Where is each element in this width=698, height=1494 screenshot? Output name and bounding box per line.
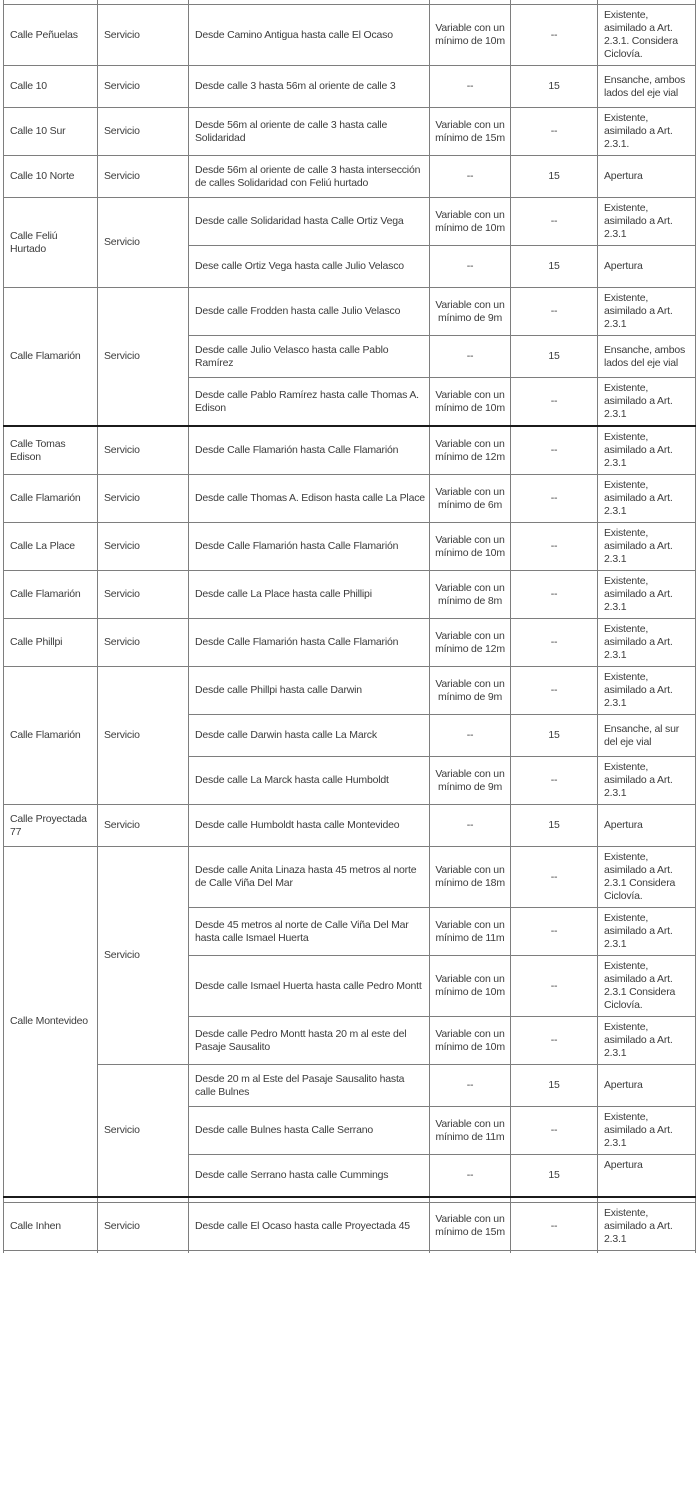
table-row — [4, 5, 696, 66]
width-cell: Variable con un mínimo de 9m — [430, 288, 511, 336]
observation-cell: Existente, asimilado a Art. 2.3.1 — [598, 475, 696, 523]
street-name-cell: Calle Inhen — [4, 1202, 98, 1250]
segment-cell: Desde calle La Place hasta calle Phillipi — [189, 571, 430, 619]
width-cell: -- — [430, 336, 511, 378]
observation-cell: Apertura — [598, 805, 696, 847]
segment-cell: Desde calle La Marck hasta calle Humboldt — [189, 757, 430, 805]
segment-cell: Desde calle Thomas A. Edison hasta calle La Place — [189, 475, 430, 523]
segment-cell: Desde Calle Flamarión hasta Calle Flamarión — [189, 523, 430, 571]
table-row — [4, 198, 696, 246]
divider-cell — [189, 1250, 430, 1253]
road-type-cell: Servicio — [98, 1065, 189, 1197]
street-name-cell: Calle Montevideo — [4, 847, 98, 1197]
segment-cell: Desde 56m al oriente de calle 3 hasta calle Solidaridad — [189, 108, 430, 156]
street-name-cell: Calle Tomas Edison — [4, 426, 98, 475]
expropriation-cell: 15 — [511, 805, 598, 847]
expropriation-cell: 15 — [511, 156, 598, 198]
width-cell: -- — [430, 805, 511, 847]
segment-cell: Desde calle Bulnes hasta Calle Serrano — [189, 1107, 430, 1155]
divider-cell — [511, 1250, 598, 1253]
table-row — [4, 475, 696, 523]
observation-cell: Apertura — [598, 1155, 696, 1197]
expropriation-cell: -- — [511, 108, 598, 156]
width-cell: Variable con un mínimo de 8m — [430, 571, 511, 619]
roads-table-body — [4, 0, 696, 1253]
table-row — [4, 288, 696, 336]
table-row — [4, 523, 696, 571]
road-type-cell: Servicio — [98, 475, 189, 523]
segment-cell: Desde calle Pedro Montt hasta 20 m al este del Pasaje Sausalito — [189, 1017, 430, 1065]
table-row — [4, 847, 696, 908]
expropriation-cell: -- — [511, 908, 598, 956]
table-row — [4, 156, 696, 198]
divider-row-partial-bottom — [4, 1250, 696, 1253]
street-name-cell: Calle La Place — [4, 523, 98, 571]
width-cell: Variable con un mínimo de 10m — [430, 5, 511, 66]
segment-cell: Desde calle Darwin hasta calle La Marck — [189, 715, 430, 757]
segment-cell: Desde calle Ismael Huerta hasta calle Pedro Montt — [189, 956, 430, 1017]
table-row — [4, 619, 696, 667]
expropriation-cell: -- — [511, 378, 598, 427]
width-cell: Variable con un mínimo de 9m — [430, 757, 511, 805]
observation-cell: Existente, asimilado a Art. 2.3.1. Considera Ciclovía. — [598, 5, 696, 66]
observation-cell: Ensanche, ambos lados del eje vial — [598, 66, 696, 108]
segment-cell: Desde calle Pablo Ramírez hasta calle Thomas A. Edison — [189, 378, 430, 427]
street-name-cell: Calle Phillpi — [4, 619, 98, 667]
observation-cell: Existente, asimilado a Art. 2.3.1 — [598, 288, 696, 336]
expropriation-cell: -- — [511, 475, 598, 523]
observation-cell: Existente, asimilado a Art. 2.3.1 — [598, 1202, 696, 1250]
expropriation-cell: -- — [511, 1017, 598, 1065]
table-row — [4, 66, 696, 108]
expropriation-cell: -- — [511, 571, 598, 619]
observation-cell: Apertura — [598, 1065, 696, 1107]
road-type-cell: Servicio — [98, 847, 189, 1065]
expropriation-cell: -- — [511, 523, 598, 571]
expropriation-cell: -- — [511, 956, 598, 1017]
segment-cell: Desde calle Anita Linaza hasta 45 metros al norte de Calle Viña Del Mar — [189, 847, 430, 908]
observation-cell: Existente, asimilado a Art. 2.3.1 — [598, 426, 696, 475]
street-name-cell: Calle Flamarión — [4, 288, 98, 427]
segment-cell: Desde Camino Antigua hasta calle El Ocaso — [189, 5, 430, 66]
width-cell: Variable con un mínimo de 11m — [430, 908, 511, 956]
street-name-cell: Calle Feliú Hurtado — [4, 198, 98, 288]
observation-cell: Existente, asimilado a Art. 2.3.1 Considera Ciclovía. — [598, 847, 696, 908]
segment-cell: Desde 20 m al Este del Pasaje Sausalito hasta calle Bulnes — [189, 1065, 430, 1107]
width-cell: -- — [430, 246, 511, 288]
road-type-cell: Servicio — [98, 198, 189, 288]
expropriation-cell: -- — [511, 757, 598, 805]
width-cell: Variable con un mínimo de 12m — [430, 426, 511, 475]
segment-cell: Desde 56m al oriente de calle 3 hasta intersección de calles Solidaridad con Feliú hurtado — [189, 156, 430, 198]
expropriation-cell: 15 — [511, 66, 598, 108]
segment-cell: Dese calle Ortiz Vega hasta calle Julio Velasco — [189, 246, 430, 288]
observation-cell: Apertura — [598, 156, 696, 198]
divider-cell — [430, 1250, 511, 1253]
street-name-cell: Calle 10 — [4, 66, 98, 108]
expropriation-cell: -- — [511, 847, 598, 908]
observation-cell: Ensanche, al sur del eje vial — [598, 715, 696, 757]
street-name-cell: Calle Flamarión — [4, 475, 98, 523]
segment-cell: Desde calle 3 hasta 56m al oriente de calle 3 — [189, 66, 430, 108]
expropriation-cell: -- — [511, 198, 598, 246]
width-cell: -- — [430, 1065, 511, 1107]
width-cell: Variable con un mínimo de 18m — [430, 847, 511, 908]
road-type-cell: Servicio — [98, 571, 189, 619]
street-name-cell: Calle Flamarión — [4, 667, 98, 805]
road-type-cell: Servicio — [98, 523, 189, 571]
road-type-cell: Servicio — [98, 667, 189, 805]
table-row — [4, 571, 696, 619]
width-cell: Variable con un mínimo de 9m — [430, 667, 511, 715]
observation-cell: Existente, asimilado a Art. 2.3.1. — [598, 108, 696, 156]
road-type-cell: Servicio — [98, 156, 189, 198]
segment-cell: Desde calle Serrano hasta calle Cummings — [189, 1155, 430, 1197]
observation-cell: Existente, asimilado a Art. 2.3.1 — [598, 908, 696, 956]
table-row — [4, 667, 696, 715]
road-type-cell: Servicio — [98, 288, 189, 427]
segment-cell: Desde 45 metros al norte de Calle Viña Del Mar hasta calle Ismael Huerta — [189, 908, 430, 956]
segment-cell: Desde calle El Ocaso hasta calle Proyectada 45 — [189, 1202, 430, 1250]
street-name-cell: Calle Proyectada 77 — [4, 805, 98, 847]
expropriation-cell: 15 — [511, 336, 598, 378]
expropriation-cell: 15 — [511, 1065, 598, 1107]
width-cell: -- — [430, 66, 511, 108]
segment-cell: Desde calle Solidaridad hasta Calle Ortiz Vega — [189, 198, 430, 246]
observation-cell: Existente, asimilado a Art. 2.3.1 — [598, 523, 696, 571]
divider-cell — [98, 1250, 189, 1253]
width-cell: Variable con un mínimo de 10m — [430, 378, 511, 427]
expropriation-cell: -- — [511, 667, 598, 715]
segment-cell: Desde calle Phillpi hasta calle Darwin — [189, 667, 430, 715]
width-cell: Variable con un mínimo de 10m — [430, 956, 511, 1017]
road-type-cell: Servicio — [98, 426, 189, 475]
road-type-cell: Servicio — [98, 805, 189, 847]
road-type-cell: Servicio — [98, 5, 189, 66]
width-cell: -- — [430, 1155, 511, 1197]
table-row — [4, 108, 696, 156]
width-cell: Variable con un mínimo de 12m — [430, 619, 511, 667]
expropriation-cell: -- — [511, 426, 598, 475]
divider-cell — [4, 1250, 98, 1253]
expropriation-cell: 15 — [511, 246, 598, 288]
width-cell: Variable con un mínimo de 6m — [430, 475, 511, 523]
width-cell: -- — [430, 715, 511, 757]
observation-cell: Apertura — [598, 246, 696, 288]
observation-cell: Existente, asimilado a Art. 2.3.1 — [598, 1107, 696, 1155]
expropriation-cell: 15 — [511, 715, 598, 757]
street-name-cell: Calle Flamarión — [4, 571, 98, 619]
width-cell: Variable con un mínimo de 11m — [430, 1107, 511, 1155]
observation-cell: Existente, asimilado a Art. 2.3.1 — [598, 1017, 696, 1065]
expropriation-cell: -- — [511, 1107, 598, 1155]
observation-cell: Existente, asimilado a Art. 2.3.1 Considera Ciclovía. — [598, 956, 696, 1017]
width-cell: Variable con un mínimo de 15m — [430, 108, 511, 156]
road-type-cell: Servicio — [98, 66, 189, 108]
table-row — [4, 1202, 696, 1250]
road-type-cell: Servicio — [98, 1202, 189, 1250]
segment-cell: Desde calle Humboldt hasta calle Montevideo — [189, 805, 430, 847]
width-cell: -- — [430, 156, 511, 198]
table-row — [4, 1065, 696, 1107]
expropriation-cell: -- — [511, 1202, 598, 1250]
expropriation-cell: -- — [511, 5, 598, 66]
segment-cell: Desde calle Frodden hasta calle Julio Velasco — [189, 288, 430, 336]
width-cell: Variable con un mínimo de 10m — [430, 523, 511, 571]
street-name-cell: Calle 10 Norte — [4, 156, 98, 198]
width-cell: Variable con un mínimo de 10m — [430, 198, 511, 246]
observation-cell: Existente, asimilado a Art. 2.3.1 — [598, 667, 696, 715]
divider-cell — [598, 1250, 696, 1253]
observation-cell: Existente, asimilado a Art. 2.3.1 — [598, 619, 696, 667]
street-name-cell: Calle Peñuelas — [4, 5, 98, 66]
observation-cell: Existente, asimilado a Art. 2.3.1 — [598, 378, 696, 427]
street-name-cell: Calle 10 Sur — [4, 108, 98, 156]
roads-table — [3, 0, 696, 1253]
width-cell: Variable con un mínimo de 15m — [430, 1202, 511, 1250]
segment-cell: Desde calle Julio Velasco hasta calle Pablo Ramírez — [189, 336, 430, 378]
observation-cell: Existente, asimilado a Art. 2.3.1 — [598, 571, 696, 619]
expropriation-cell: -- — [511, 288, 598, 336]
observation-cell: Existente, asimilado a Art. 2.3.1 — [598, 198, 696, 246]
table-row — [4, 805, 696, 847]
width-cell: Variable con un mínimo de 10m — [430, 1017, 511, 1065]
observation-cell: Existente, asimilado a Art. 2.3.1 — [598, 757, 696, 805]
table-row — [4, 426, 696, 475]
expropriation-cell: 15 — [511, 1155, 598, 1197]
road-type-cell: Servicio — [98, 619, 189, 667]
segment-cell: Desde Calle Flamarión hasta Calle Flamarión — [189, 426, 430, 475]
expropriation-cell: -- — [511, 619, 598, 667]
road-type-cell: Servicio — [98, 108, 189, 156]
segment-cell: Desde Calle Flamarión hasta Calle Flamarión — [189, 619, 430, 667]
observation-cell: Ensanche, ambos lados del eje vial — [598, 336, 696, 378]
